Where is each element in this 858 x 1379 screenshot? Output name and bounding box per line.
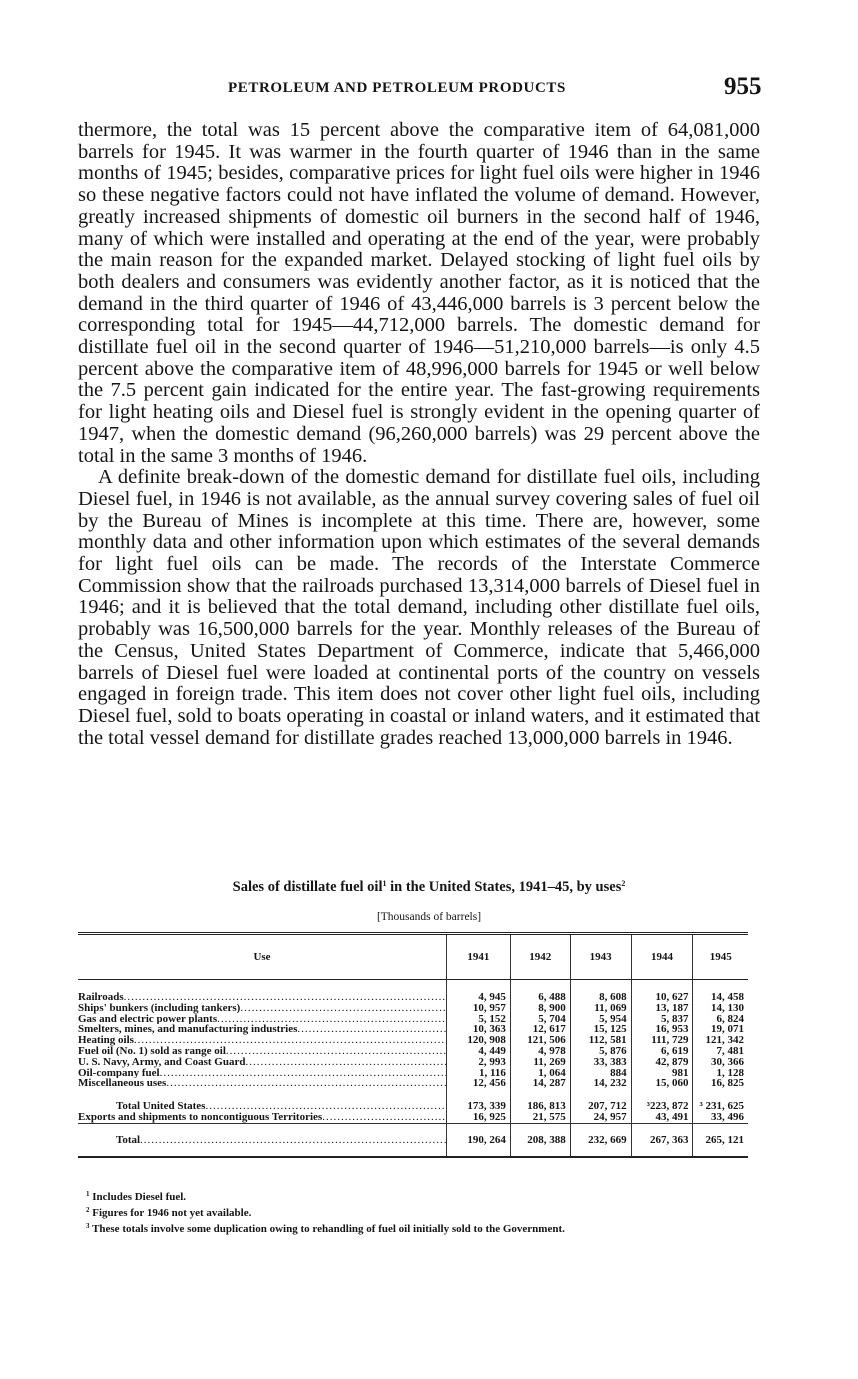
cell: 33, 496 [693,1112,748,1123]
cell: 5, 704 [510,1014,570,1025]
footnote-text: Includes Diesel fuel. [92,1191,187,1203]
cell: 15, 125 [570,1024,631,1035]
cell: 12, 456 [447,1078,511,1089]
table-row [78,1003,748,1014]
cell: 42, 879 [631,1057,693,1068]
cell: 16, 825 [693,1078,748,1089]
cell: 10, 957 [447,1003,511,1014]
cell: 5, 152 [447,1014,511,1025]
cell: 24, 957 [570,1112,631,1123]
cell: 981 [631,1068,693,1079]
cell: 120, 908 [447,1035,511,1046]
cell: 30, 366 [693,1057,748,1068]
row-label: Total United States [116,1101,206,1112]
cell: 884 [570,1068,631,1079]
column-header-1941: 1941 [447,934,511,980]
row-label: Ships' bunkers (including tankers) [78,1002,241,1014]
cell: 173, 339 [447,1089,511,1112]
footnote-3 [86,1220,565,1236]
cell: 12, 617 [510,1024,570,1035]
cell: 121, 342 [693,1035,748,1046]
table-title [0,879,858,896]
cell: 186, 813 [510,1089,570,1112]
page-header [0,73,858,106]
cell: 207, 712 [570,1089,631,1112]
sales-table [78,932,748,1158]
table-row [78,1046,748,1057]
cell: 16, 953 [631,1024,693,1035]
cell: 6, 488 [510,980,570,1003]
row-label: Railroads [78,992,124,1003]
table-title-text-1: Sales of distillate fuel oil [232,879,383,895]
row-label: Fuel oil (No. 1) sold as range oil [78,1045,226,1057]
row-label: U. S. Navy, Army, and Coast Guard [78,1056,246,1068]
footnote-mark: 3 [86,1222,90,1230]
cell: 1, 128 [693,1068,748,1079]
table-title-note-2: 2 [621,879,626,888]
column-header-1945: 1945 [693,934,748,980]
table-subtitle: [Thousands of barrels] [376,911,482,923]
cell: 13, 187 [631,1003,693,1014]
cell: 19, 071 [693,1024,748,1035]
footnotes [86,1188,565,1236]
cell: 33, 383 [570,1057,631,1068]
column-header-1943: 1943 [570,934,631,980]
row-label: Gas and electric power plants [78,1013,218,1025]
paragraph-2: A definite break-down of the domestic demand for distillate fuel oils, including Diesel fuel, in 1946 is not available, as the annual survey covering sales of fuel oil by the Bureau of Mines is incomplete at this time. There are, however, some monthly data and other information upon which estimates of the several demands for light fuel oils can be made. The records of the Interstate Commerce Commission show that the railroads purchased 13,314,000 barrels of Diesel fuel in 1946; and it is believed that the total demand, including other distillate fuel oils, probably was 16,500,000 barrels for the year. Monthly releases of the Bureau of the Census, United States Department of Commerce, indicate that 5,466,000 barrels of Diesel fuel were loaded at continental ports of the country on vessels engaged in foreign trade. This item does not cover other light fuel oils, including Diesel fuel, sold to boats operating in coastal or inland waters, and it estimated that the total vessel demand for distillate grades reached 13,000,000 barrels in 1946. [78,466,761,749]
footnote-mark: 2 [86,1206,90,1214]
cell: 111, 729 [631,1035,693,1046]
cell: 208, 388 [510,1123,570,1157]
page-number: 955 [724,73,762,100]
cell: 267, 363 [631,1123,693,1157]
cell: 2, 993 [447,1057,511,1068]
cell: 112, 581 [570,1035,631,1046]
cell: 8, 608 [570,980,631,1003]
body-text [78,120,760,749]
row-label: Exports and shipments to noncontiguous Territories [78,1111,323,1123]
cell: 6, 619 [631,1046,693,1057]
table-row [78,1057,748,1068]
cell: 4, 449 [447,1046,511,1057]
cell: 10, 627 [631,980,693,1003]
total-row [78,1123,748,1157]
table-row [78,1014,748,1025]
table-row [78,1035,748,1046]
table-title-text-2: in the United States, 1941–45, by uses [386,879,622,895]
cell: 265, 121 [693,1123,748,1157]
column-header-1944: 1944 [631,934,693,980]
table-row [78,1068,748,1079]
cell: 232, 669 [570,1123,631,1157]
cell: 16, 925 [447,1112,511,1123]
table-row [78,1024,748,1035]
table-row [78,1078,748,1089]
cell: 7, 481 [693,1046,748,1057]
cell: 43, 491 [631,1112,693,1123]
row-label: Heating oils [78,1035,134,1046]
exports-row [78,1112,748,1123]
cell: 14, 232 [570,1078,631,1089]
cell: 6, 824 [693,1014,748,1025]
table-title-note-1: 1 [382,879,387,888]
cell: 8, 900 [510,1003,570,1014]
cell: 14, 287 [510,1078,570,1089]
table-header-row [78,934,748,980]
cell: 14, 130 [693,1003,748,1014]
cell: 5, 954 [570,1014,631,1025]
cell: ³ 231, 625 [693,1089,748,1112]
cell: 4, 945 [447,980,511,1003]
cell: 4, 978 [510,1046,570,1057]
cell: 5, 876 [570,1046,631,1057]
running-head: PETROLEUM AND PETROLEUM PRODUCTS [228,80,566,96]
cell: 190, 264 [447,1123,511,1157]
cell: 14, 458 [693,980,748,1003]
table-row [78,980,748,1003]
paragraph-1: thermore, the total was 15 percent above the comparative item of 64,081,000 barrels for 1945. It was warmer in the fourth quarter of 1946 than in the same months of 1945; besides, comparative prices for light fuel oils were higher in 1946 so these negative factors could not have inflated the volume of demand. However, greatly increased shipments of domestic oil burners in the second half of 1946, many of which were installed and operating at the end of the year, were probably the main reason for the expanded market. Delayed stocking of light fuel oils by both dealers and consumers was evidently another factor, as it is noticed that the demand in the third quarter of 1946 of 43,446,000 barrels is 3 percent below the corresponding total for 1945—44,712,000 barrels. The domestic demand for distillate fuel oil in the second quarter of 1946—51,210,000 barrels—is only 4.5 percent above the comparative item of 48,996,000 barrels for 1945 or well below the 7.5 percent gain indicated for the entire year. The fast-growing requirements for light heating oils and Diesel fuel is strongly evident in the opening quarter of 1947, when the domestic demand (96,260,000 barrels) was 29 percent above the total in the same 3 months of 1946. [78,119,760,467]
footnote-mark: 1 [86,1190,90,1198]
row-label: Total [116,1133,141,1146]
row-label: Miscellaneous uses [78,1078,167,1090]
cell: 15, 060 [631,1078,693,1089]
cell: ³223, 872 [631,1089,693,1112]
cell: 1, 116 [447,1068,511,1079]
footnote-1 [86,1188,565,1204]
cell: 11, 069 [570,1003,631,1014]
cell: 1, 064 [510,1068,570,1079]
cell: 10, 363 [447,1024,511,1035]
cell: 11, 269 [510,1057,570,1068]
subtotal-row [78,1089,748,1112]
footnote-2 [86,1204,565,1220]
footnote-text: These totals involve some duplication owing to rehandling of fuel oil initially sold to the Government. [92,1223,565,1235]
column-header-1942: 1942 [510,934,570,980]
column-header-use: Use [253,951,271,963]
cell: 121, 506 [510,1035,570,1046]
cell: 5, 837 [631,1014,693,1025]
row-label: Oil-company fuel [78,1067,160,1079]
cell: 21, 575 [510,1112,570,1123]
row-label: Smelters, mines, and manufacturing industries [78,1024,298,1036]
footnote-text: Figures for 1946 not yet available. [92,1207,252,1219]
